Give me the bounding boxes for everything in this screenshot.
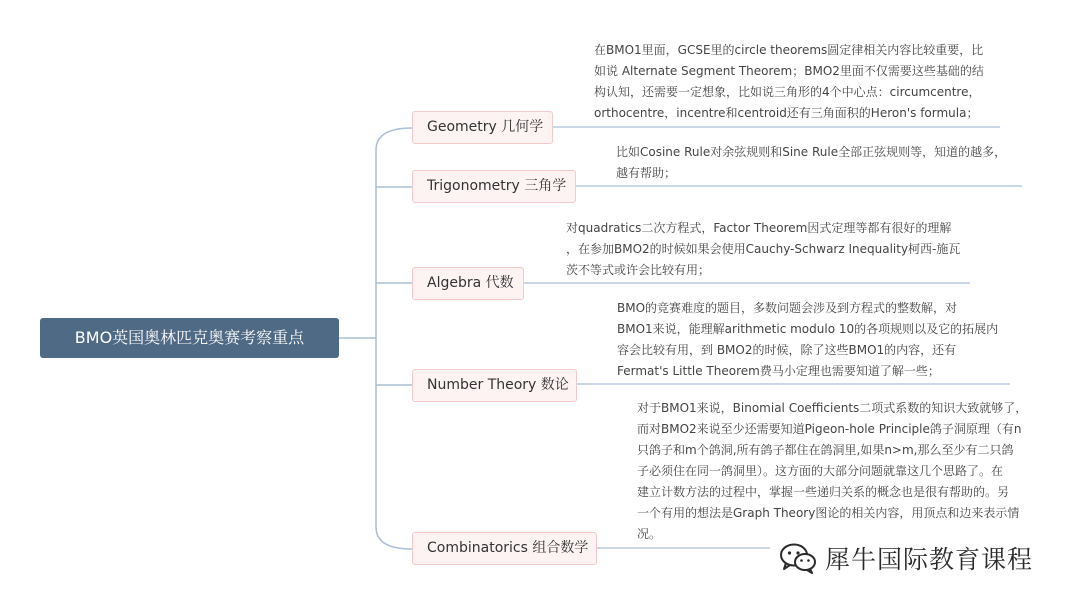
watermark — [779, 538, 1059, 578]
root-node[interactable]: BMO英国奥林匹克奥赛考察重点 — [40, 318, 339, 358]
note-geometry[interactable]: 在BMO1里面，GCSE里的circle theorems圆定律相关内容比较重要，比 如说 Alternate Segment Theorem；BMO2里面不仅需要这些基础的结 构认知，还需要一定想象，比如说三角形的4个中心点：circumcentre， orthocentre，incentre和centroid还有三角面积的Heron's formula； — [594, 43, 984, 120]
note-number-theory[interactable]: BMO的竞赛难度的题目，多数问题会涉及到方程式的整数解，对 BMO1来说，能理解arithmetic modulo 10的各项规则以及它的拓展内 容会比较有用，到 BMO2的时候，除了这些BMO1的内容，还有 Fermat's Little Theorem费马小定理也需要知道了解一些； — [617, 301, 999, 378]
branch-node-geometry[interactable]: Geometry 几何学 — [412, 111, 553, 144]
note-combinatorics[interactable]: 对于BMO1来说，Binomial Coefficients二项式系数的知识大致就够了， 而对BMO2来说至少还需要知道Pigeon-hole Principle鸽子洞原理（有n 只鸽子和m个鸽洞,所有鸽子都住在鸽洞里,如果n>m,那么至少有二只鸽 子必须住在同一鸽洞里）。这方面的大部分问题就靠这几个思路了。在 建立计数方法的过程中，掌握一些递归关系的概念也是很有帮助的。另 一个有用的想法是Graph Theory图论的相关内容，用顶点和边来表示情 况。 — [637, 401, 1028, 541]
connector-trunk — [376, 128, 412, 549]
branch-node-combinatorics[interactable]: Combinatorics 组合数学 — [412, 532, 597, 565]
branch-node-trigonometry[interactable]: Trigonometry 三角学 — [412, 170, 576, 203]
watermark-text: 犀牛国际教育课程 — [825, 545, 1034, 574]
note-trigonometry[interactable]: 比如Cosine Rule对余弦规则和Sine Rule全部正弦规则等，知道的越多， 越有帮助； — [616, 145, 1007, 180]
wechat-icon — [779, 542, 817, 574]
note-algebra[interactable]: 对quadratics二次方程式，Factor Theorem因式定理等都有很好的理解 ，在参加BMO2的时候如果会使用Cauchy-Schwarz Inequality柯西-施瓦 茨不等式或许会比较有用； — [566, 221, 961, 277]
branch-node-algebra[interactable]: Algebra 代数 — [412, 267, 524, 300]
branch-node-number-theory[interactable]: Number Theory 数论 — [412, 369, 577, 402]
